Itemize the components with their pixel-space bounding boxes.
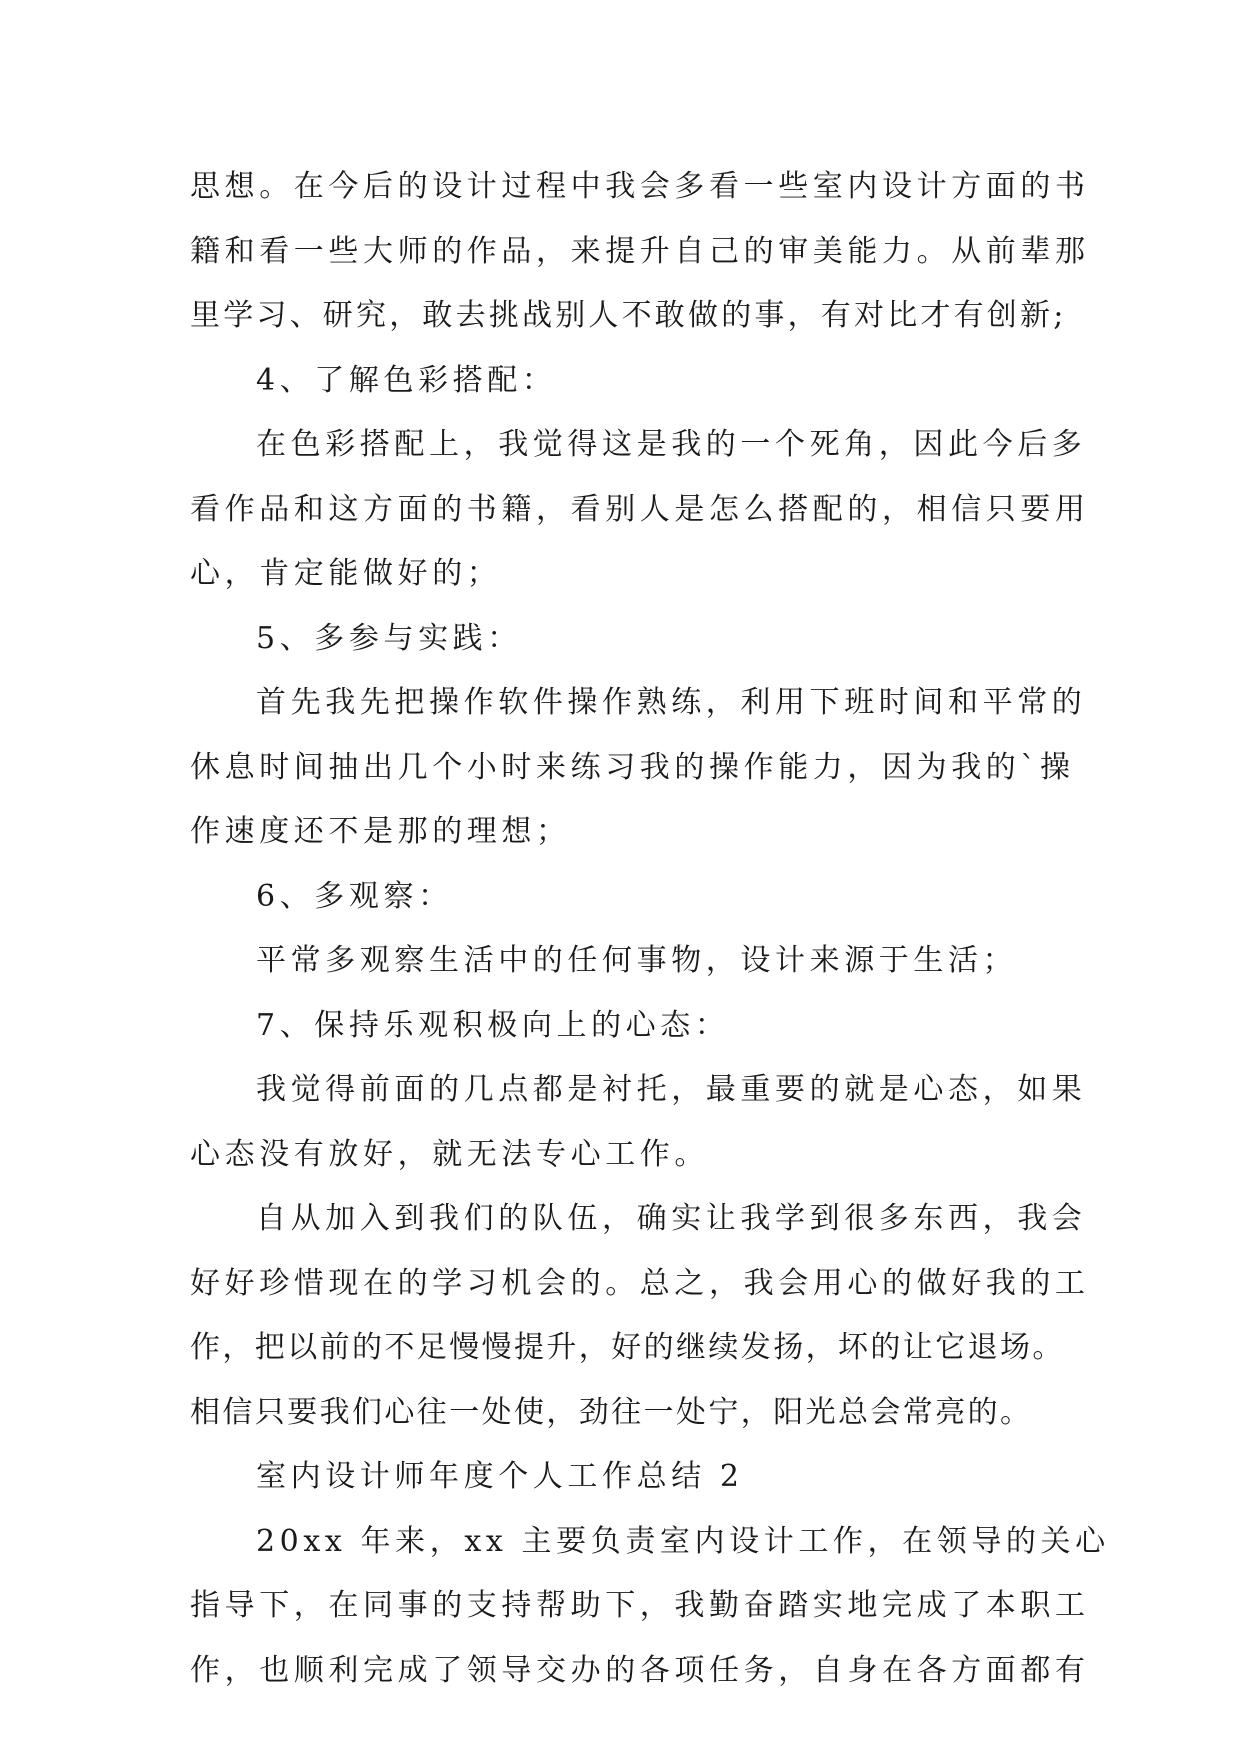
text-line: 心态没有放好，就无法专心工作。 xyxy=(190,1136,709,1172)
text-line: 相信只要我们心往一处使，劲往一处宁，阳光总会常亮的。 xyxy=(190,1394,1033,1430)
section-heading: 6、多观察： xyxy=(256,878,453,914)
document-subtitle: 室内设计师年度个人工作总结 2 xyxy=(256,1459,744,1494)
text-line: 休息时间抽出几个小时来练习我的操作能力，因为我的`操 xyxy=(190,749,1075,785)
text-line: 籍和看一些大师的作品，来提升自己的审美能力。从前辈那 xyxy=(190,233,1090,269)
document-body xyxy=(190,155,1110,1703)
text-line: 作，也顺利完成了领导交办的各项任务，自身在各方面都有 xyxy=(190,1652,1090,1688)
section-heading: 5、多参与实践： xyxy=(256,620,522,656)
section-heading: 7、保持乐观积极向上的心态： xyxy=(256,1007,730,1043)
text-line: 里学习、研究，敢去挑战别人不敢做的事，有对比才有创新; xyxy=(190,298,1067,333)
section-heading: 4、了解色彩搭配： xyxy=(256,362,557,398)
text-line: 思想。在今后的设计过程中我会多看一些室内设计方面的书 xyxy=(190,169,1090,204)
text-line: 在色彩搭配上，我觉得这是我的一个死角，因此今后多 xyxy=(256,427,1087,462)
text-line: 看作品和这方面的书籍，看别人是怎么搭配的，相信只要用 xyxy=(190,491,1090,527)
text-line: 好好珍惜现在的学习机会的。总之，我会用心的做好我的工 xyxy=(190,1265,1090,1301)
text-line: 我觉得前面的几点都是衬托，最重要的就是心态，如果 xyxy=(256,1072,1087,1107)
text-line: 作，把以前的不足慢慢提升，好的继续发扬，坏的让它退场。 xyxy=(190,1330,1065,1365)
text-line: 自从加入到我们的队伍，确实让我学到很多东西，我会 xyxy=(256,1201,1087,1236)
text-line: 20xx 年来，xx 主要负责室内设计工作，在领导的关心 xyxy=(256,1523,1110,1559)
text-line: 作速度还不是那的理想； xyxy=(190,814,571,849)
text-line: 首先我先把操作软件操作熟练，利用下班时间和平常的 xyxy=(256,685,1087,720)
text-line: 心，肯定能做好的； xyxy=(190,556,502,591)
text-line: 平常多观察生活中的任何事物，设计来源于生活； xyxy=(256,943,1018,978)
text-line: 指导下，在同事的支持帮助下，我勤奋踏实地完成了本职工 xyxy=(190,1588,1090,1623)
